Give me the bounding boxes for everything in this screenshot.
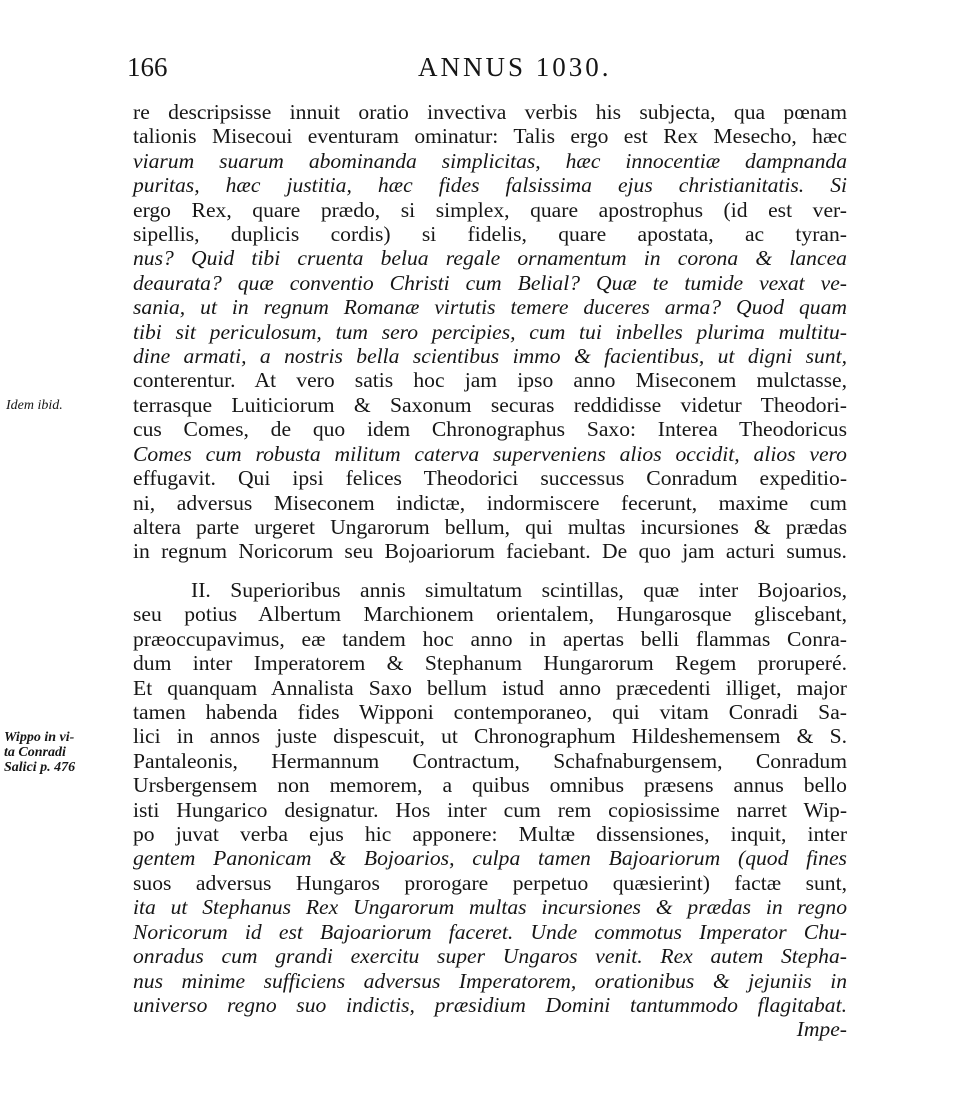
margin-note-line: ta Conradi	[4, 745, 66, 760]
margin-note-line: Salici p. 476	[4, 760, 76, 775]
text-line: dum inter Imperatorem & Stephanum Hungarorum Regem proruperé.	[133, 651, 847, 676]
text-line: effugavit. Qui ipsi felices Theodorici successus Conradum expeditio-	[133, 466, 848, 491]
text-line: isti Hungarico designatur. Hos inter cum rem copiosissime narret Wip-	[133, 797, 848, 822]
margin-note-line: Wippo in vi-	[4, 730, 75, 745]
text-line: viarum suarum abominanda simplicitas, hæc innocentiæ dampnanda	[133, 148, 847, 173]
text-line: Comes cum robusta militum caterva superveniens alios occidit, alios vero	[133, 441, 847, 466]
text-line: puritas, hæc justitia, hæc fides falsissima ejus christianitatis. Si	[133, 173, 847, 198]
text-line: gentem Panonicam & Bojoarios, culpa tamen Bajoariorum (quod fines	[133, 846, 847, 871]
text-line: nus? Quid tibi cruenta belua regale ornamentum in corona & lancea	[133, 246, 847, 271]
page-number: 166	[127, 52, 168, 82]
text-line: terrasque Luiticiorum & Saxonum securas reddidisse videtur Theodori-	[133, 392, 847, 417]
text-line: conterentur. At vero satis hoc jam ipso anno Miseconem mulctasse,	[133, 368, 848, 393]
text-line: universo regno suo indictis, præsidium Domini tantummodo flagitabat.	[133, 992, 847, 1017]
text-line: onradus cum grandi exercitu super Ungaros venit. Rex autem Stepha-	[133, 944, 847, 969]
text-line: Pantaleonis, Hermannum Contractum, Schafnaburgensem, Conradum	[133, 748, 848, 773]
text-line: in regnum Noricorum seu Bojoariorum faciebant. De quo jam acturi sumus.	[133, 539, 847, 564]
text-line: tamen habenda fides Wipponi contemporaneo, qui vitam Conradi Sa-	[133, 700, 847, 725]
text-line: po juvat verba ejus hic apponere: Multæ dissensiones, inquit, inter	[133, 822, 848, 847]
text-line: nus minime sufficiens adversus Imperatorem, orationibus & jejuniis in	[133, 968, 847, 993]
section-ii-paragraph	[133, 578, 847, 1042]
text-line: tibi sit periculosum, tum sero percipies, cum tui inbelles plurima multitu-	[133, 319, 847, 344]
text-line: altera parte urgeret Ungarorum bellum, qui multas incursiones & prædas	[133, 514, 847, 539]
text-line: sipellis, duplicis cordis) si fidelis, quare apostata, ac tyran-	[133, 222, 847, 247]
text-line: II. Superioribus annis simultatum scintillas, quæ inter Bojoarios,	[191, 578, 847, 602]
text-line: Ursbergensem non memorem, a quibus omnibus præsens annus bello	[133, 773, 847, 798]
paragraph-continuation	[133, 100, 847, 564]
text-line: lici in annos juste dispescuit, ut Chronographum Hildeshemensem & S.	[133, 724, 847, 749]
text-line: Noricorum id est Bajoariorum faceret. Unde commotus Imperator Chu-	[133, 919, 847, 944]
text-line: ni, adversus Miseconem indictæ, indormiscere fecerunt, maxime cum	[133, 490, 847, 515]
catchword: Impe-	[796, 1017, 847, 1042]
text-line: Et quanquam Annalista Saxo bellum istud anno præcedenti illiget, major	[133, 675, 847, 700]
text-line: præoccupavimus, eæ tandem hoc anno in apertas belli flammas Conra-	[133, 626, 847, 651]
text-line: deaurata? quæ conventio Christi cum Belial? Quæ te tumide vexat ve-	[133, 270, 847, 295]
text-line: talionis Misecoui eventuram ominatur: Talis ergo est Rex Mesecho, hæc	[133, 124, 847, 149]
text-line: re descripsisse innuit oratio invectiva verbis his subjecta, qua pœnam	[133, 100, 848, 124]
text-line: suos adversus Hungaros prorogare perpetuo quæsierint) factæ sunt,	[133, 870, 847, 895]
text-line: seu potius Albertum Marchionem orientalem, Hungarosque gliscebant,	[133, 602, 847, 627]
text-line: cus Comes, de quo idem Chronographus Saxo: Interea Theodoricus	[133, 417, 847, 442]
running-head: ANNUS 1030.	[418, 52, 612, 82]
margin-note-wippo	[4, 730, 75, 775]
text-line: ergo Rex, quare prædo, si simplex, quare apostrophus (id est ver-	[133, 197, 847, 222]
text-line: ita ut Stephanus Rex Ungarorum multas incursiones & prædas in regno	[133, 895, 848, 920]
text-line: dine armati, a nostris bella scientibus immo & facientibus, ut digni sunt,	[133, 344, 847, 369]
margin-note-idem: Idem ibid.	[6, 398, 63, 413]
text-line: sania, ut in regnum Romanæ virtutis temere duceres arma? Quod quam	[133, 295, 847, 320]
